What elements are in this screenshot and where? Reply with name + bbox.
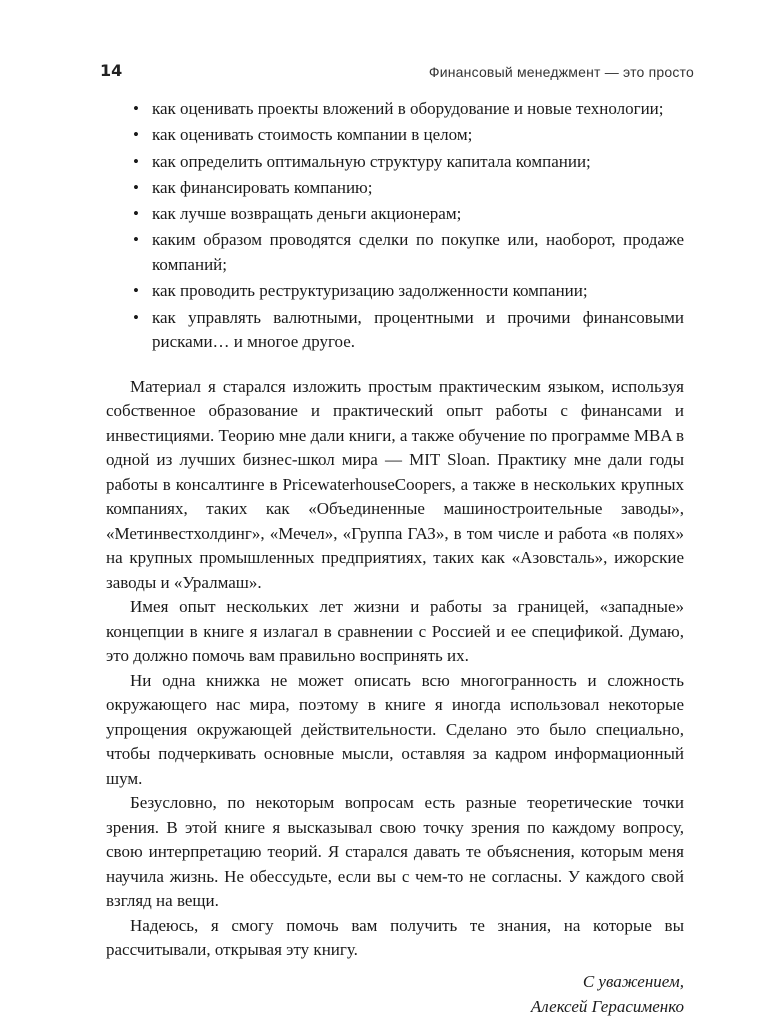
list-item [106,306,684,355]
bullet-list [106,97,684,355]
list-item [106,150,684,175]
list-item-text: как оценивать стоимость компании в целом; [152,125,473,145]
list-item-text: как оценивать проекты вложений в оборудование и новые технологии; [152,99,664,118]
bullet-icon: • [133,177,139,197]
list-item-text: как определить оптимальную структуру капитала компании; [152,151,591,171]
paragraph: Имея опыт нескольких лет жизни и работы за границей, «западные» концепции в книге я излагал в сравнении с Россией и ее спецификой. Думаю, это должно помочь вам правильно воспринять их. [106,597,684,666]
bullet-icon: • [133,230,139,250]
bullet-icon: • [133,204,139,224]
author-signature [106,969,684,1019]
list-item [106,279,684,304]
bullet-icon: • [133,125,139,145]
list-item [106,202,684,227]
list-item [106,228,684,277]
list-item-text: как лучше возвращать деньги акционерам; [152,204,462,224]
paragraph: Безусловно, по некоторым вопросам есть разные теоретические точки зрения. В этой книге я высказывал свою точку зрения по каждому вопросу, свою интерпретацию теорий. Я старался давать те объяснения, которым меня научила жизнь. Не обессудьте, если вы с чем-то не согласны. У каждого свой взгляд на вещи. [106,793,684,911]
bullet-icon: • [133,151,139,171]
bullet-icon: • [133,307,139,327]
list-item-text: каким образом проводятся сделки по покупке или, наоборот, продаже компаний; [152,230,684,274]
paragraph: Материал я старался изложить простым практическим языком, используя собственное образование и практический опыт работы с финансами и инвестициями. Теорию мне дали книги, а также обучение по программе MBA в одной из лучших бизнес-школ мира — MIT Sloan. Практику мне дали годы работы в консалтинге в PricewaterhouseCoopers, а также в нескольких крупных компаниях, таких как «Объединенные машиностроительные заводы», «Метинвестхолдинг», «Мечел», «Группа ГАЗ», в том числе и работа «в полях» на крупных промышленных предприятиях, таких как «Азовсталь», ижорские заводы и «Уралмаш». [106,376,684,592]
page-number: 14 [100,61,123,80]
signature-author-name: Алексей Герасименко [530,996,684,1016]
list-item-text: как проводить реструктуризацию задолженности компании; [152,281,588,301]
page-body [106,97,684,1019]
list-item [106,176,684,201]
list-item [106,123,684,148]
list-item [106,97,684,122]
page-header [100,60,694,84]
running-title: Финансовый менеджмент — это просто [428,64,694,80]
signature-greeting: С уважением, [582,971,684,991]
body-text [106,375,684,963]
bullet-icon: • [133,281,139,301]
list-item-text: как управлять валютными, процентными и прочими финансовыми рисками… и многое другое. [152,307,684,352]
bullet-icon: • [133,99,139,118]
paragraph: Ни одна книжка не может описать всю многогранность и сложность окружающего нас мира, поэтому в книге я иногда использовал некоторые упрощения окружающей действительности. Сделано это было специально, чтобы подчеркивать основные мысли, оставляя за кадром информационный шум. [106,670,684,788]
paragraph: Надеюсь, я смогу помочь вам получить те знания, на которые вы рассчитывали, открывая эту книгу. [106,915,684,960]
list-item-text: как финансировать компанию; [152,177,373,197]
